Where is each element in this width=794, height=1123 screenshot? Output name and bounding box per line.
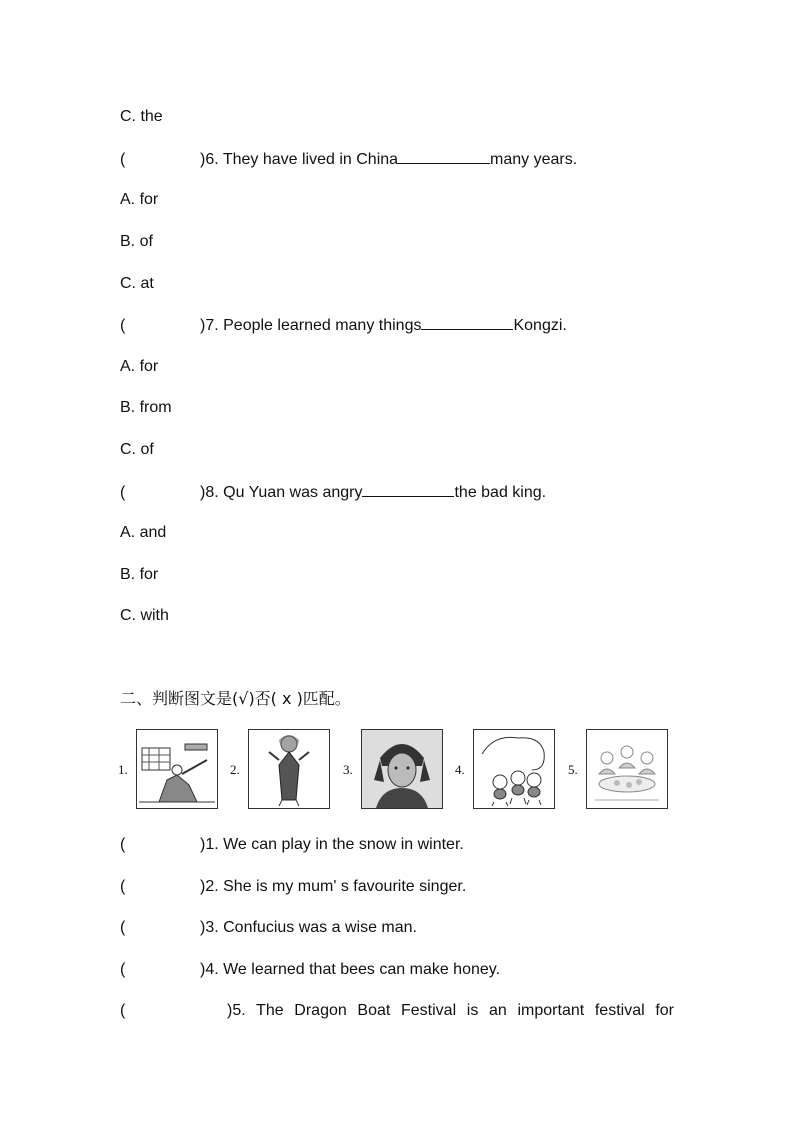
portrait-illustration	[361, 729, 443, 809]
singer-illustration	[248, 729, 330, 809]
judge-item-1	[120, 835, 464, 855]
q7-option-c: C. of	[120, 441, 154, 458]
answer-paren[interactable]: (	[120, 1002, 126, 1019]
snow-play-illustration	[136, 729, 218, 809]
picture-number: 1.	[118, 762, 128, 777]
answer-paren[interactable]: (	[120, 878, 126, 895]
bees-illustration	[473, 729, 555, 809]
q7-option-b: B. from	[120, 399, 172, 416]
q6-option-a: A. for	[120, 191, 159, 208]
picture-number: 3.	[343, 762, 353, 777]
q8-option-b: B. for	[120, 566, 159, 583]
family-dinner-illustration	[586, 729, 668, 809]
question-text: )8. Qu Yuan was angry	[200, 484, 363, 501]
item-text: )3. Confucius was a wise man.	[200, 919, 417, 936]
question-text-after: many years.	[490, 151, 578, 168]
picture-row	[118, 729, 678, 811]
picture-number: 2.	[230, 762, 240, 777]
answer-paren[interactable]: (	[120, 961, 126, 978]
item-text: )4. We learned that bees can make honey.	[200, 961, 501, 978]
question-7	[120, 315, 567, 336]
question-text: )7. People learned many things	[200, 317, 422, 334]
q6-option-b: B. of	[120, 233, 153, 250]
question-6	[120, 149, 577, 170]
judge-item-2	[120, 877, 466, 897]
picture-number: 5.	[568, 762, 578, 777]
judge-item-5	[120, 1001, 674, 1021]
picture-number: 4.	[455, 762, 465, 777]
q5-option-c: C. the	[120, 108, 163, 125]
answer-paren[interactable]: (	[120, 484, 126, 501]
q6-option-c: C. at	[120, 275, 154, 292]
answer-paren[interactable]: (	[120, 836, 126, 853]
fill-blank[interactable]	[398, 149, 490, 164]
answer-paren[interactable]: (	[120, 919, 126, 936]
answer-paren[interactable]: (	[120, 151, 126, 168]
item-text: )2. She is my mum' s favourite singer.	[200, 878, 467, 895]
judge-item-4	[120, 960, 500, 980]
q7-option-a: A. for	[120, 358, 159, 375]
fill-blank[interactable]	[362, 482, 454, 497]
question-text-after: Kongzi.	[513, 317, 567, 334]
q8-option-a: A. and	[120, 524, 167, 541]
question-8	[120, 482, 546, 503]
question-text: )6. They have lived in China	[200, 151, 399, 168]
answer-paren[interactable]: (	[120, 317, 126, 334]
item-text: )5. The Dragon Boat Festival is an important festival for	[227, 1002, 674, 1019]
q8-option-c: C. with	[120, 607, 169, 624]
section-2-heading: 二、判断图文是(√)否( x )匹配。	[120, 689, 351, 708]
item-text: )1. We can play in the snow in winter.	[200, 836, 464, 853]
fill-blank[interactable]	[421, 315, 513, 330]
judge-item-3	[120, 918, 417, 938]
question-text-after: the bad king.	[454, 484, 547, 501]
